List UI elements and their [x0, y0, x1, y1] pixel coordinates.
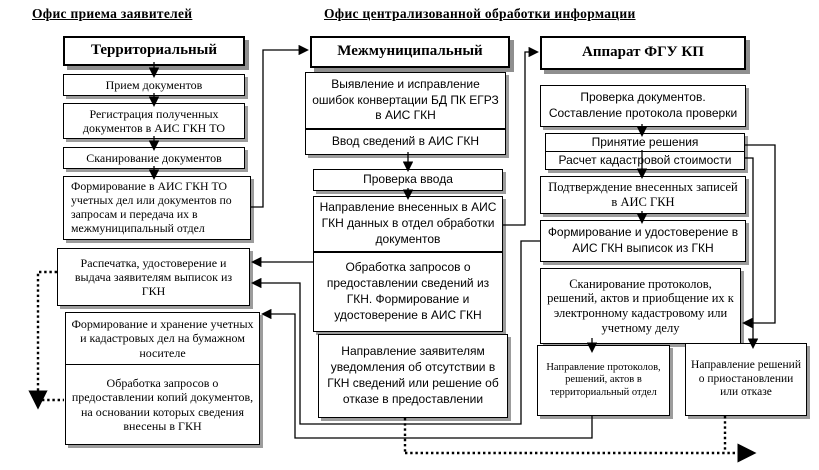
box-formirovanie-vypisok: Формирование и удостоверение в АИС ГКН выписок из ГКН [540, 220, 746, 262]
office-reception-header: Офис приема заявителей [32, 6, 193, 21]
box-priem-dokumentov: Прием документов [63, 74, 245, 96]
box-apparat-fgu-kp: Аппарат ФГУ КП [540, 36, 746, 70]
box-formirovanie-uchetnyh-del: Формирование в АИС ГКН ТО учетных дел или документов по запросам и передача их в межмуниципальный отдел [63, 176, 251, 240]
box-arhiv-group [65, 312, 260, 445]
box-territorialny: Территориальный [63, 36, 245, 66]
box-raspechatka-vypisok: Распечатка, удостоверение и выдача заявителям выписок из ГКН [57, 248, 250, 306]
box-hranenie-del: Формирование и хранение учетных и кадастровых дел на бумажном носителе [66, 313, 259, 365]
box-napravlenie-reshenij: Направление решений о приостановлении или отказе [685, 343, 807, 416]
box-podtverzhdenie-zapisej: Подтверждение внесенных записей в АИС ГКН [540, 176, 746, 214]
box-obrabotka-zaprosov-kopij: Обработка запросов о предоставлении копий документов, на основании которых сведения внесены в ГКН [71, 376, 254, 433]
box-mezhmunicipalny: Межмуниципальный [310, 36, 510, 68]
box-napravlenie-dannyh: Направление внесенных в АИС ГКН данных в отдел обработки документов [313, 196, 503, 252]
box-vyyavlenie-oshibok: Выявление и исправление ошибок конвертации БД ПК ЕГРЗ в АИС ГКН [305, 72, 506, 129]
box-registraciya-dokumentov: Регистрация полученных документов в АИС ГКН ТО [63, 103, 245, 139]
box-napravlenie-protokolov: Направление протоколов, решений, актов в территориальный отдел [537, 345, 670, 416]
box-vvod-svedenij: Ввод сведений в АИС ГКН [305, 129, 506, 155]
box-proverka-vvoda: Проверка ввода [313, 169, 503, 191]
box-uvedomlenie-zayavitelyam: Направление заявителям уведомления об отсутствии в ГКН сведений или решение об отказе в предоставлении [318, 334, 508, 418]
route-to-mezhmunicipalny [251, 50, 307, 207]
route-raschet-skanirovanie [744, 145, 775, 323]
box-obrabotka-zaprosov-svedenij: Обработка запросов о предоставлении сведений из ГКН. Формирование и удостоверение в АИС ГКН [313, 252, 503, 332]
route-to-apparat [503, 52, 537, 225]
dotted-raspechatka-down [38, 272, 57, 406]
box-prinyatie-resheniya: Принятие решения [546, 134, 744, 152]
office-processing-header: Офис централизованной обработки информации [324, 6, 636, 21]
box-skanirovanie-dokumentov: Сканирование документов [63, 147, 245, 169]
box-proverka-dokumentov: Проверка документов. Составление протокола проверки [540, 85, 746, 127]
box-raschet-stoimosti: Расчет кадастровой стоимости [558, 152, 732, 167]
box-reshenie-group [545, 133, 745, 170]
route-prinyatie-napravlenie-reshenij [745, 158, 753, 347]
box-skanirovanie-protokolov: Сканирование протоколов, решений, актов и приобщение их к электронному кадастровому или учетному делу [540, 268, 741, 344]
